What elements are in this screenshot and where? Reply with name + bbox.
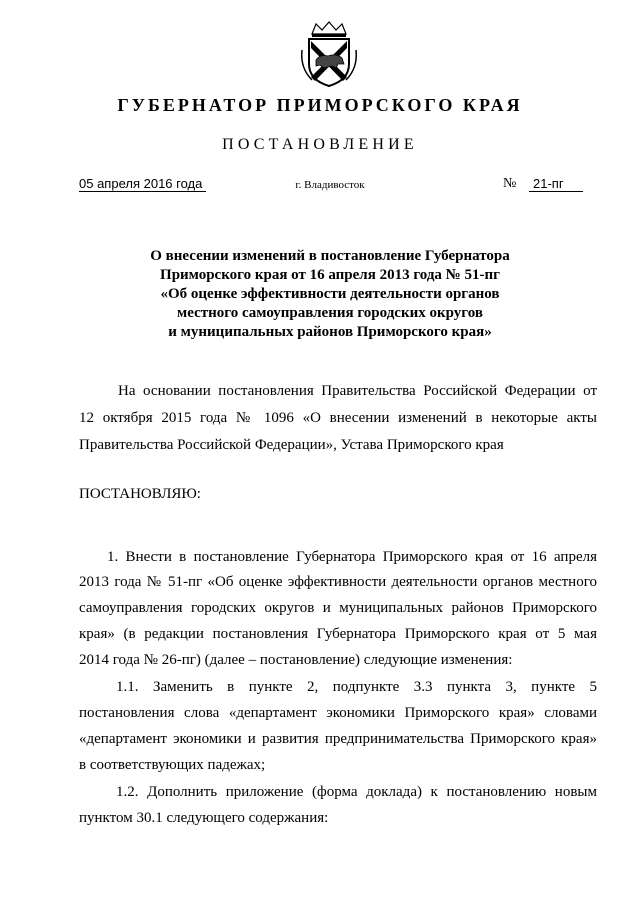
authority-title: ГУБЕРНАТОР ПРИМОРСКОГО КРАЯ	[117, 95, 523, 115]
preamble-line: 12 октября 2015 года № 1096 «О внесении изменений в некоторые акты	[79, 410, 597, 426]
item-1-1-line: постановления слова «департамент экономики Приморского края» словами	[79, 705, 597, 721]
item-1-line: 2013 года № 51-пг «Об оценке эффективности деятельности органов местного	[79, 574, 597, 590]
title-line: и муниципальных районов Приморского края»	[168, 324, 492, 340]
item-1-line: края» (в редакции постановления Губернатора Приморского края от 5 мая	[79, 626, 597, 642]
item-1-line: 2014 года № 26-пг) (далее – постановление) следующие изменения:	[79, 652, 513, 668]
document-date: 05 апреля 2016 года	[79, 176, 206, 192]
item-1-2-line: пунктом 30.1 следующего содержания:	[79, 810, 329, 826]
resolve-heading: ПОСТАНОВЛЯЮ:	[79, 486, 201, 502]
coat-of-arms-icon	[298, 20, 360, 88]
title-line: местного самоуправления городских округов	[177, 305, 483, 321]
title-line: О внесении изменений в постановление Губернатора	[150, 248, 510, 264]
number-sign: №	[503, 176, 517, 191]
item-1-1-line: 1.1. Заменить в пункте 2, подпункте 3.3 пункта 3, пункте 5	[116, 679, 597, 695]
document-city: г. Владивосток	[295, 179, 365, 191]
item-1-1-line: «департамент экономики и развития предпринимательства Приморского края»	[79, 731, 597, 747]
preamble-line: Правительства Российской Федерации», Устава Приморского края	[79, 437, 504, 453]
item-1-2-line: 1.2. Дополнить приложение (форма доклада) к постановлению новым	[116, 784, 597, 800]
document-type: ПОСТАНОВЛЕНИЕ	[222, 136, 418, 153]
item-1-line: 1. Внести в постановление Губернатора Приморского края от 16 апреля	[107, 549, 597, 565]
document-title	[0, 247, 640, 342]
title-line: Приморского края от 16 апреля 2013 года № 51-пг	[160, 267, 500, 283]
item-1-line: самоуправления городских округов и муниципальных районов Приморского	[79, 600, 597, 616]
document-number: 21-пг	[529, 176, 583, 192]
preamble-line: На основании постановления Правительства Российской Федерации от	[118, 383, 597, 399]
item-1-1-line: в соответствующих падежах;	[79, 757, 266, 773]
title-line: «Об оценке эффективности деятельности органов	[160, 286, 500, 302]
